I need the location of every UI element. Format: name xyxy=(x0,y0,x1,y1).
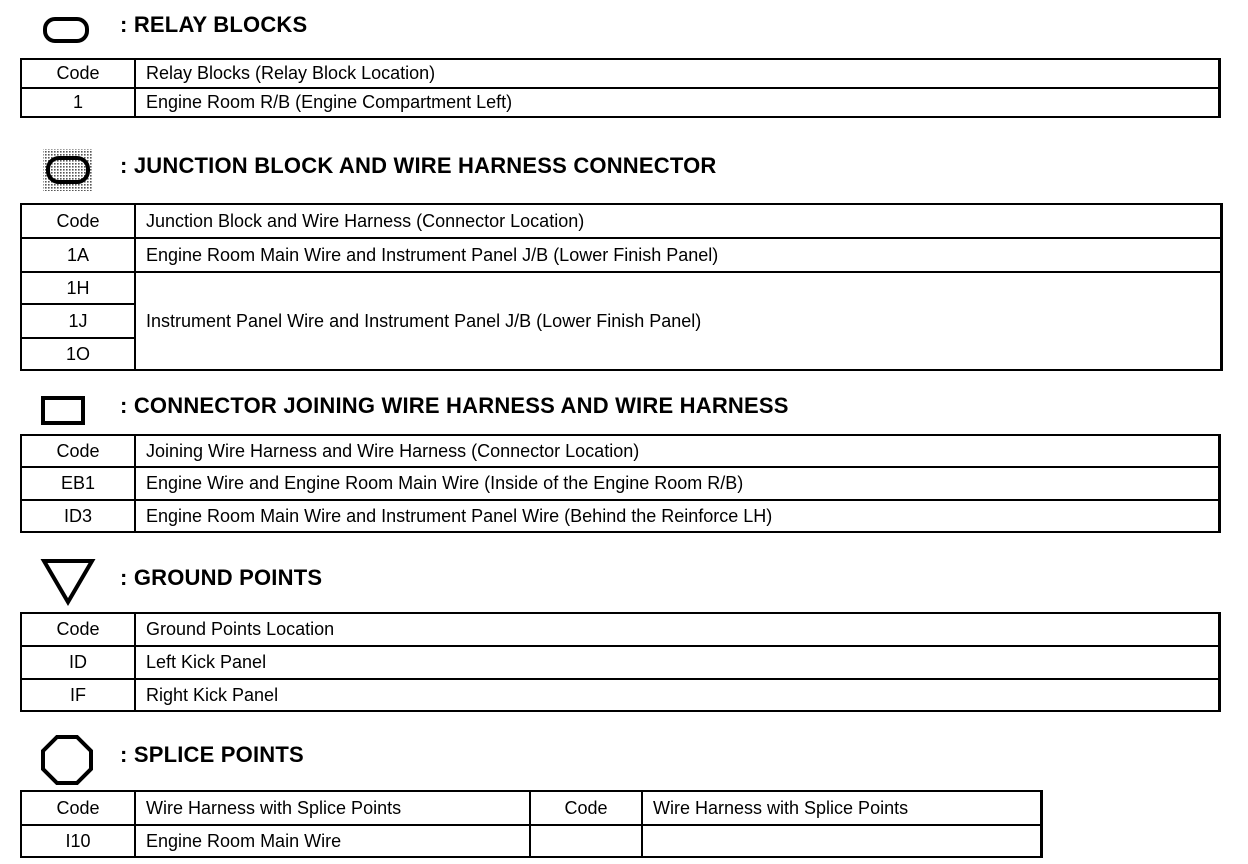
table-header-row xyxy=(21,791,1041,825)
table-row xyxy=(21,272,1221,304)
header-description: Junction Block and Wire Harness (Connector Location) xyxy=(135,204,1221,238)
header-description: Wire Harness with Splice Points xyxy=(135,791,530,825)
table-row xyxy=(21,88,1219,117)
header-description: Joining Wire Harness and Wire Harness (Connector Location) xyxy=(135,435,1219,467)
table-header-row xyxy=(21,435,1219,467)
table-row xyxy=(21,679,1219,711)
table-row xyxy=(21,825,1041,857)
row-code: 1J xyxy=(21,304,135,338)
header-description: Ground Points Location xyxy=(135,613,1219,646)
rectangle-icon xyxy=(40,394,88,428)
triangle-down-icon xyxy=(40,556,96,606)
relay-blocks-table xyxy=(20,58,1221,118)
row-code: ID3 xyxy=(21,500,135,532)
row-description: Engine Room Main Wire xyxy=(135,825,530,857)
header-description: Relay Blocks (Relay Block Location) xyxy=(135,59,1219,88)
junction-block-table xyxy=(20,203,1223,371)
row-description: Right Kick Panel xyxy=(135,679,1219,711)
header-code-2: Code xyxy=(530,791,642,825)
row-description: Instrument Panel Wire and Instrument Panel J/B (Lower Finish Panel) xyxy=(135,272,1221,370)
row-code: 1 xyxy=(21,88,135,117)
ground-points-table xyxy=(20,612,1221,712)
section-title-connector-joining: : CONNECTOR JOINING WIRE HARNESS AND WIRE HARNESS xyxy=(120,393,789,418)
header-code: Code xyxy=(21,435,135,467)
row-description: Engine Room Main Wire and Instrument Panel J/B (Lower Finish Panel) xyxy=(135,238,1221,272)
table-row xyxy=(21,238,1221,272)
section-title-splice-points: : SPLICE POINTS xyxy=(120,742,304,767)
octagon-icon xyxy=(40,734,94,786)
section-title-ground-points: : GROUND POINTS xyxy=(120,565,323,590)
section-title-junction-block: : JUNCTION BLOCK AND WIRE HARNESS CONNECTOR xyxy=(120,153,717,178)
row-code: I10 xyxy=(21,825,135,857)
header-code: Code xyxy=(21,791,135,825)
table-header-row xyxy=(21,204,1221,238)
table-header-row xyxy=(21,613,1219,646)
row-code: ID xyxy=(21,646,135,679)
row-description: Engine Wire and Engine Room Main Wire (Inside of the Engine Room R/B) xyxy=(135,467,1219,500)
header-code: Code xyxy=(21,613,135,646)
row-code: IF xyxy=(21,679,135,711)
table-row xyxy=(21,467,1219,500)
row-description: Engine Room Main Wire and Instrument Panel Wire (Behind the Reinforce LH) xyxy=(135,500,1219,532)
row-code: EB1 xyxy=(21,467,135,500)
section-title-relay-blocks: : RELAY BLOCKS xyxy=(120,12,308,37)
header-code: Code xyxy=(21,204,135,238)
row-description-2 xyxy=(642,825,1041,857)
header-code: Code xyxy=(21,59,135,88)
row-code: 1O xyxy=(21,338,135,370)
row-description: Engine Room R/B (Engine Compartment Left) xyxy=(135,88,1219,117)
connector-joining-table xyxy=(20,434,1221,533)
header-description-2: Wire Harness with Splice Points xyxy=(642,791,1041,825)
shaded-rounded-rectangle-icon xyxy=(42,148,94,192)
rounded-rectangle-icon xyxy=(42,14,92,46)
row-code-2 xyxy=(530,825,642,857)
splice-points-table xyxy=(20,790,1043,858)
row-description: Left Kick Panel xyxy=(135,646,1219,679)
row-code: 1A xyxy=(21,238,135,272)
table-row xyxy=(21,500,1219,532)
table-header-row xyxy=(21,59,1219,88)
table-row xyxy=(21,646,1219,679)
row-code: 1H xyxy=(21,272,135,304)
